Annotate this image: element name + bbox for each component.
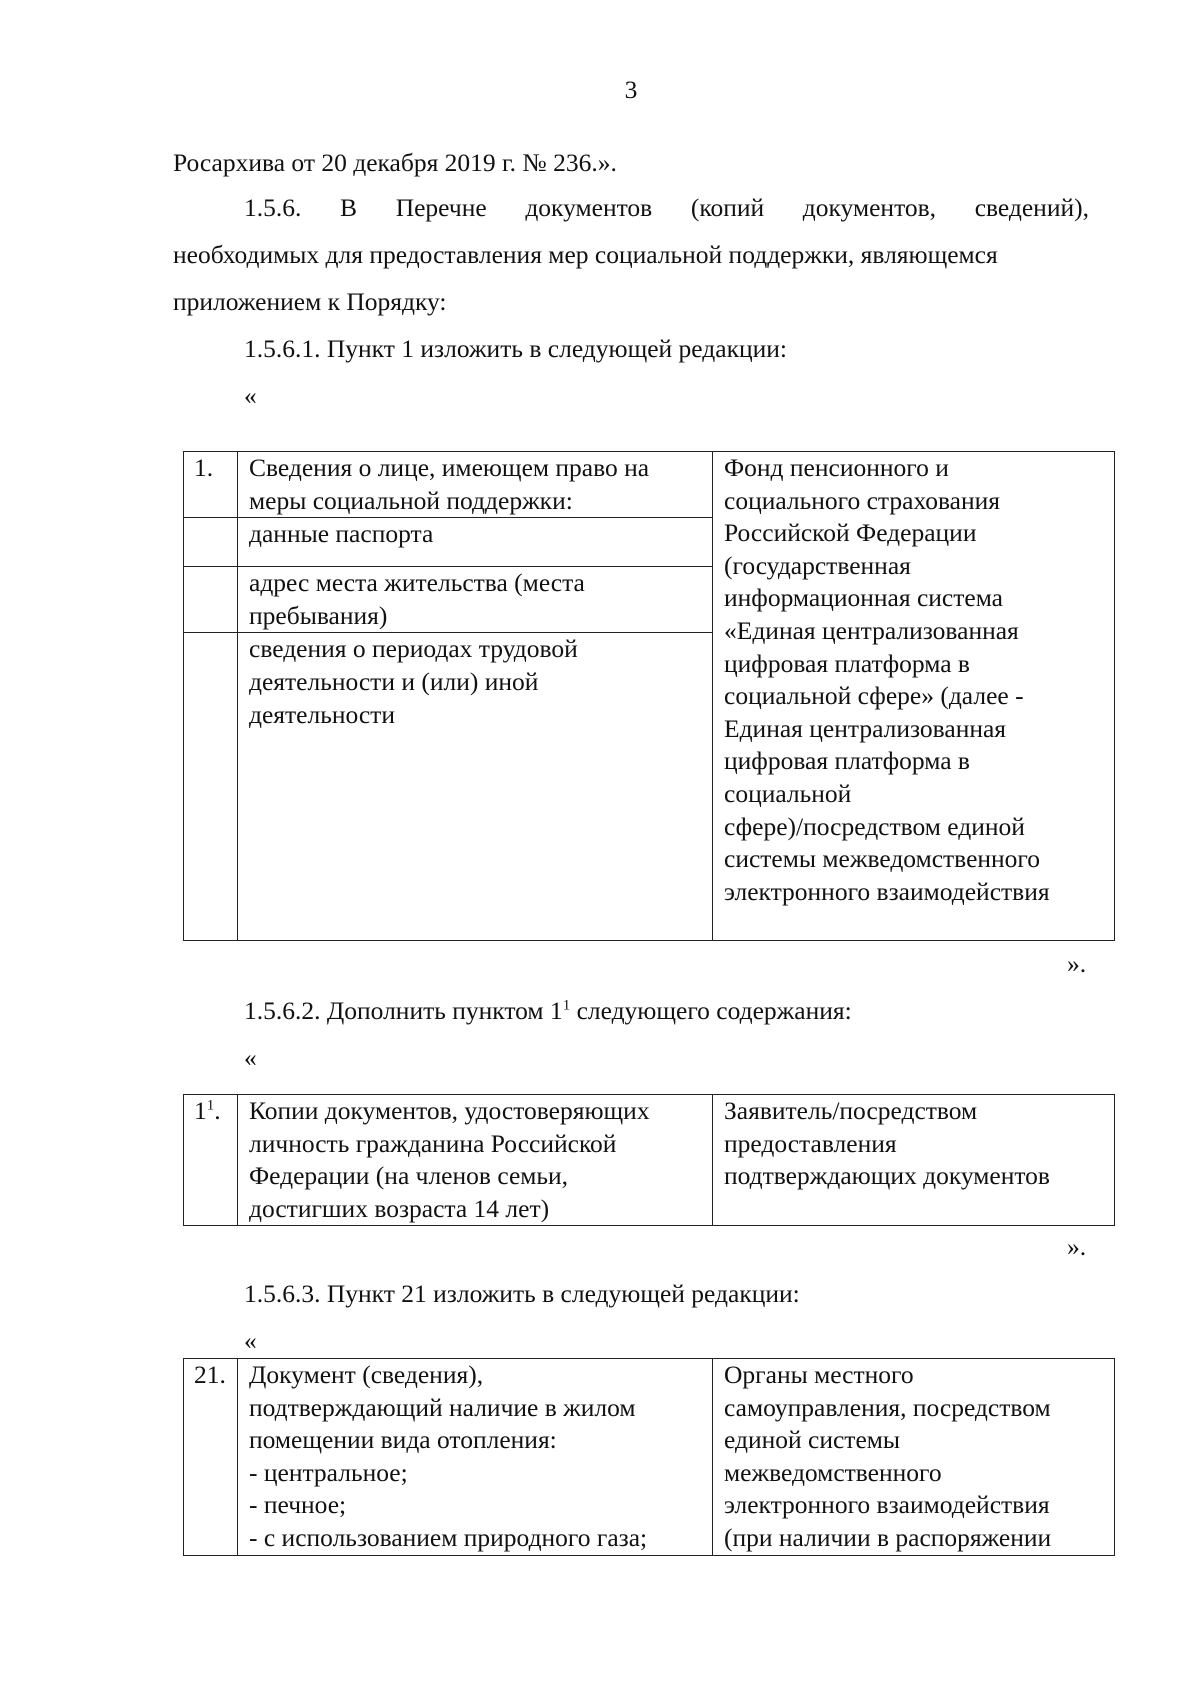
empty-cell <box>184 518 238 567</box>
open-quote-1: « <box>244 381 257 410</box>
table-item-1-1 <box>183 1094 1115 1226</box>
paragraph-156-line3: приложением к Порядку: <box>173 287 447 316</box>
close-quote-2: ». <box>1067 1232 1087 1261</box>
table3-description: Документ (сведения), подтверждающий наличие в жилом помещении вида отопления: - центральное; - печное; - с использованием природного газа; <box>238 1359 713 1556</box>
empty-cell <box>184 567 238 633</box>
item-1562: 1.5.6.2. Дополнить пунктом $1^1$ следующего содержания: <box>244 996 852 1025</box>
empty-cell <box>184 633 238 941</box>
table1-row-2: данные паспорта <box>238 518 713 567</box>
page-number: 3 <box>624 75 638 104</box>
table1-row-1: Сведения о лице, имеющем право на меры социальной поддержки: <box>238 452 713 518</box>
table1-source: Фонд пенсионного и социального страхования Российской Федерации (государственная информационная система «Единая централизованная цифровая платформа в социальной сфере» (далее - Единая централизованная цифровая платформа в социальной сфере)/посредством единой системы межведомственного электронного взаимодействия <box>713 452 1115 941</box>
paragraph-156-line2: необходимых для предоставления мер социальной поддержки, являющемся <box>173 240 998 269</box>
item-1561: 1.5.6.1. Пункт 1 изложить в следующей редакции: <box>244 334 787 363</box>
row-number: 21. <box>184 1359 238 1556</box>
table-item-1 <box>183 451 1115 941</box>
table1-row-4: сведения о периодах трудовой деятельности и (или) иной деятельности <box>238 633 713 941</box>
intro-line: Росархива от 20 декабря 2019 г. № 236.». <box>173 148 617 177</box>
row-number: $1^1$. <box>184 1095 238 1226</box>
open-quote-3: « <box>244 1326 257 1355</box>
open-quote-2: « <box>244 1043 257 1072</box>
close-quote-1: ». <box>1067 949 1087 978</box>
item-1563: 1.5.6.3. Пункт 21 изложить в следующей редакции: <box>244 1279 800 1308</box>
table-item-21 <box>183 1358 1115 1556</box>
paragraph-156-line1: 1.5.6. В Перечне документов (копий документов, сведений), <box>244 193 1089 222</box>
table3-source: Органы местного самоуправления, посредством единой системы межведомственного электронного взаимодействия (при наличии в распоряжении <box>713 1359 1115 1556</box>
table2-description: Копии документов, удостоверяющих личность гражданина Российской Федерации (на членов семьи, достигших возраста 14 лет) <box>238 1095 713 1226</box>
table1-row-3: адрес места жительства (места пребывания) <box>238 567 713 633</box>
table2-source: Заявитель/посредством предоставления подтверждающих документов <box>713 1095 1115 1226</box>
row-number: 1. <box>184 452 238 518</box>
